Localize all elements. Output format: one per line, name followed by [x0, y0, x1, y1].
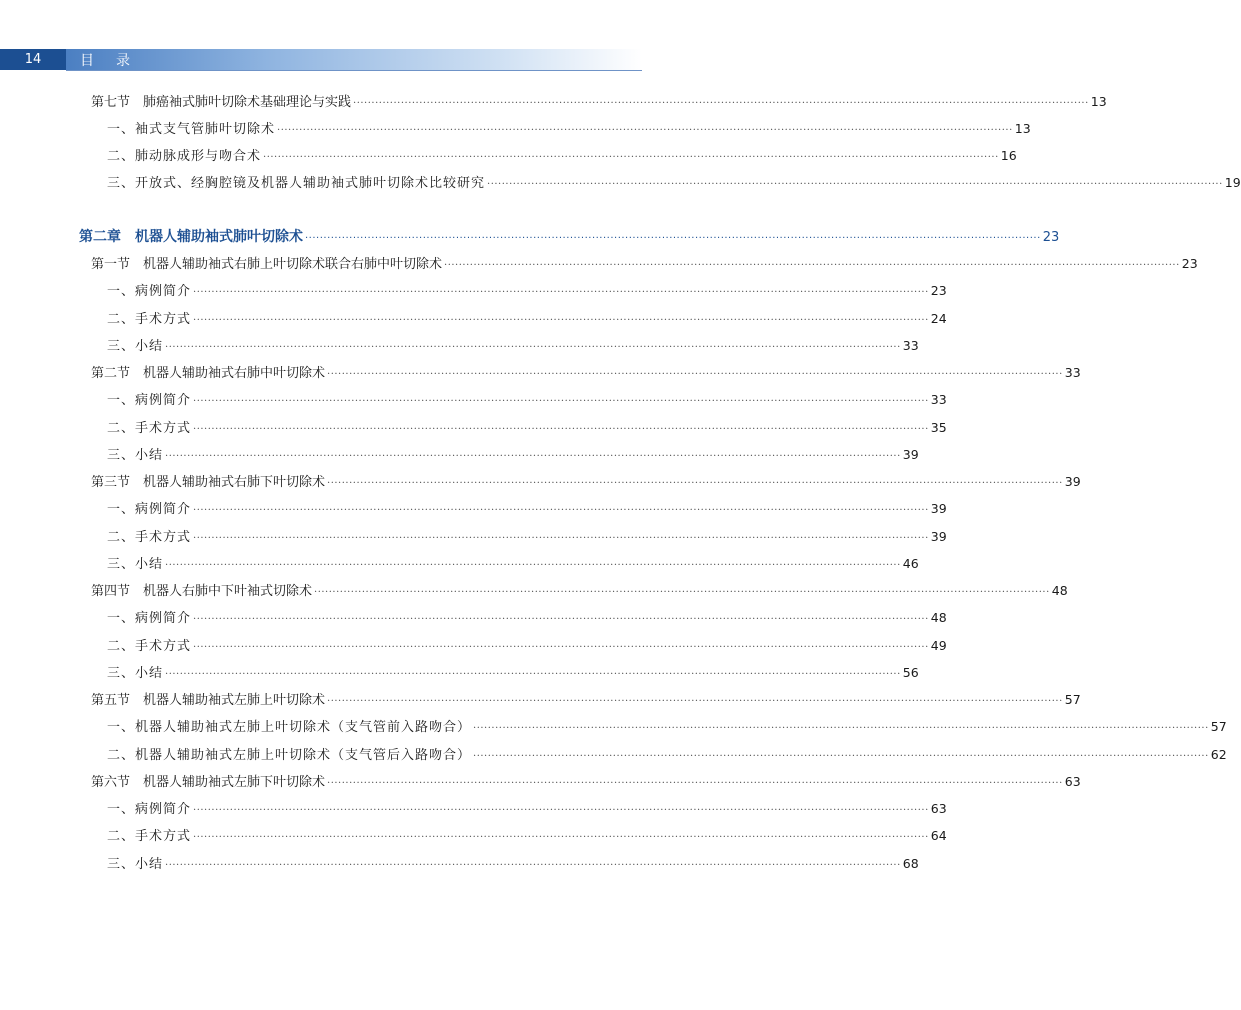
toc-entry-label: 三、小结	[107, 857, 164, 872]
toc-item-row[interactable]	[0, 554, 919, 574]
toc-entry-page: 46	[902, 556, 919, 571]
toc-entry-page: 23	[1181, 256, 1198, 271]
toc-item-row[interactable]	[0, 281, 947, 301]
toc-entry-label: 二、手术方式	[107, 829, 192, 844]
toc-item-row[interactable]	[0, 336, 919, 356]
toc-entry-page: 13	[1090, 94, 1107, 109]
toc-entry-label: 第四节 机器人右肺中下叶袖式切除术	[91, 584, 313, 599]
toc-section-row[interactable]	[0, 581, 1068, 601]
toc-entry-page: 63	[930, 801, 947, 816]
toc-entry-label: 一、病例简介	[107, 502, 192, 517]
toc-item-row[interactable]	[0, 717, 1227, 737]
toc-item-row[interactable]	[0, 608, 947, 628]
toc-entry-label: 二、肺动脉成形与吻合术	[107, 149, 262, 164]
toc-entry-page: 23	[1042, 230, 1060, 245]
toc-item-row[interactable]	[0, 527, 947, 547]
header-band	[66, 49, 642, 70]
dot-leader: ········································································································································································································	[193, 805, 929, 816]
toc-chapter-row[interactable]	[0, 227, 1060, 247]
toc-entry-page: 57	[1210, 719, 1227, 734]
toc-entry-page: 39	[1064, 474, 1081, 489]
dot-leader: ········································································································································································································	[193, 533, 929, 544]
toc-section-row[interactable]	[0, 472, 1081, 492]
dot-leader: ········································································································································································································	[327, 478, 1063, 489]
toc-entry-label: 第五节 机器人辅助袖式左肺上叶切除术	[91, 693, 326, 708]
toc-item-row[interactable]	[0, 173, 1241, 193]
dot-leader: ········································································································································································································	[473, 723, 1209, 734]
toc-entry-label: 第二节 机器人辅助袖式右肺中叶切除术	[91, 366, 326, 381]
toc-item-row[interactable]	[0, 119, 1031, 139]
toc-item-row[interactable]	[0, 745, 1227, 765]
toc-item-row[interactable]	[0, 309, 947, 329]
dot-leader: ········································································································································································································	[193, 396, 929, 407]
toc-entry-label: 第七节 肺癌袖式肺叶切除术基础理论与实践	[91, 95, 352, 110]
dot-leader: ········································································································································································································	[193, 505, 929, 516]
toc-entry-label: 一、病例简介	[107, 393, 192, 408]
dot-leader: ········································································································································································································	[165, 669, 901, 680]
toc-entry-label: 一、病例简介	[107, 284, 192, 299]
toc-entry-label: 三、小结	[107, 448, 164, 463]
toc-item-row[interactable]	[0, 799, 947, 819]
toc-entry-page: 33	[1064, 365, 1081, 380]
toc-entry-page: 16	[1000, 148, 1017, 163]
toc-entry-label: 二、手术方式	[107, 312, 192, 327]
dot-leader: ········································································································································································································	[327, 696, 1063, 707]
toc-entry-label: 第六节 机器人辅助袖式左肺下叶切除术	[91, 775, 326, 790]
toc-section-row[interactable]	[0, 772, 1081, 792]
toc-entry-page: 33	[930, 392, 947, 407]
toc-entry-label: 第一节 机器人辅助袖式右肺上叶切除术联合右肺中叶切除术	[91, 257, 443, 272]
dot-leader: ········································································································································································································	[193, 287, 929, 298]
toc-item-row[interactable]	[0, 445, 919, 465]
toc-entry-label: 一、病例简介	[107, 611, 192, 626]
toc-entry-page: 33	[902, 338, 919, 353]
toc-entry-label: 二、手术方式	[107, 421, 192, 436]
header-title: 目录	[80, 52, 152, 69]
toc-entry-page: 57	[1064, 692, 1081, 707]
dot-leader: ········································································································································································································	[473, 751, 1209, 762]
toc-entry-page: 62	[1210, 747, 1227, 762]
toc-entry-page: 68	[902, 856, 919, 871]
toc-entry-page: 23	[930, 283, 947, 298]
toc-entry-page: 48	[1051, 583, 1068, 598]
toc-entry-page: 39	[930, 501, 947, 516]
dot-leader: ········································································································································································································	[193, 315, 929, 326]
toc-item-row[interactable]	[0, 854, 919, 874]
dot-leader: ········································································································································································································	[327, 369, 1063, 380]
toc-section-row[interactable]	[0, 92, 1107, 112]
toc-entry-label: 一、机器人辅助袖式左肺上叶切除术（支气管前入路吻合）	[107, 720, 472, 735]
dot-leader: ········································································································································································································	[165, 451, 901, 462]
running-header	[0, 49, 642, 70]
toc-item-row[interactable]	[0, 826, 947, 846]
dot-leader: ········································································································································································································	[165, 560, 901, 571]
toc-entry-label: 一、袖式支气管肺叶切除术	[107, 122, 276, 137]
toc-entry-label: 三、小结	[107, 557, 164, 572]
dot-leader: ········································································································································································································	[193, 424, 929, 435]
toc-entry-label: 第三节 机器人辅助袖式右肺下叶切除术	[91, 475, 326, 490]
toc-item-row[interactable]	[0, 146, 1017, 166]
toc-entry-page: 24	[930, 311, 947, 326]
toc-entry-page: 39	[930, 529, 947, 544]
dot-leader: ········································································································································································································	[305, 233, 1041, 244]
dot-leader: ········································································································································································································	[165, 342, 901, 353]
toc-entry-page: 39	[902, 447, 919, 462]
toc-section-row[interactable]	[0, 254, 1198, 274]
toc-entry-label: 二、手术方式	[107, 530, 192, 545]
toc-entry-label: 三、小结	[107, 666, 164, 681]
toc-item-row[interactable]	[0, 418, 947, 438]
dot-leader: ········································································································································································································	[193, 614, 929, 625]
dot-leader: ········································································································································································································	[193, 642, 929, 653]
toc-entry-page: 13	[1014, 121, 1031, 136]
toc-item-row[interactable]	[0, 390, 947, 410]
toc-entry-page: 48	[930, 610, 947, 625]
toc-item-row[interactable]	[0, 636, 947, 656]
toc-entry-page: 35	[930, 420, 947, 435]
toc-entry-label: 三、小结	[107, 339, 164, 354]
dot-leader: ········································································································································································································	[263, 152, 999, 163]
toc-section-row[interactable]	[0, 690, 1081, 710]
page-number: 14	[0, 49, 66, 70]
toc-entry-page: 64	[930, 828, 947, 843]
toc-entry-label: 三、开放式、经胸腔镜及机器人辅助袖式肺叶切除术比较研究	[107, 176, 486, 191]
toc-item-row[interactable]	[0, 499, 947, 519]
dot-leader: ········································································································································································································	[193, 832, 929, 843]
toc-entry-page: 56	[902, 665, 919, 680]
dot-leader: ········································································································································································································	[327, 778, 1063, 789]
dot-leader: ········································································································································································································	[314, 587, 1050, 598]
toc-entry-label: 二、机器人辅助袖式左肺上叶切除术（支气管后入路吻合）	[107, 748, 472, 763]
toc-entry-page: 49	[930, 638, 947, 653]
toc-entry-page: 63	[1064, 774, 1081, 789]
toc-entry-label: 第二章 机器人辅助袖式肺叶切除术	[79, 229, 303, 245]
toc-entry-label: 一、病例简介	[107, 802, 192, 817]
toc-item-row[interactable]	[0, 663, 919, 683]
header-rule	[66, 70, 642, 71]
dot-leader: ········································································································································································································	[353, 98, 1089, 109]
dot-leader: ········································································································································································································	[487, 179, 1223, 190]
dot-leader: ········································································································································································································	[277, 125, 1013, 136]
toc-entry-label: 二、手术方式	[107, 639, 192, 654]
dot-leader: ········································································································································································································	[165, 860, 901, 871]
toc-section-row[interactable]	[0, 363, 1081, 383]
toc-entry-page: 19	[1224, 175, 1241, 190]
dot-leader: ········································································································································································································	[444, 260, 1180, 271]
